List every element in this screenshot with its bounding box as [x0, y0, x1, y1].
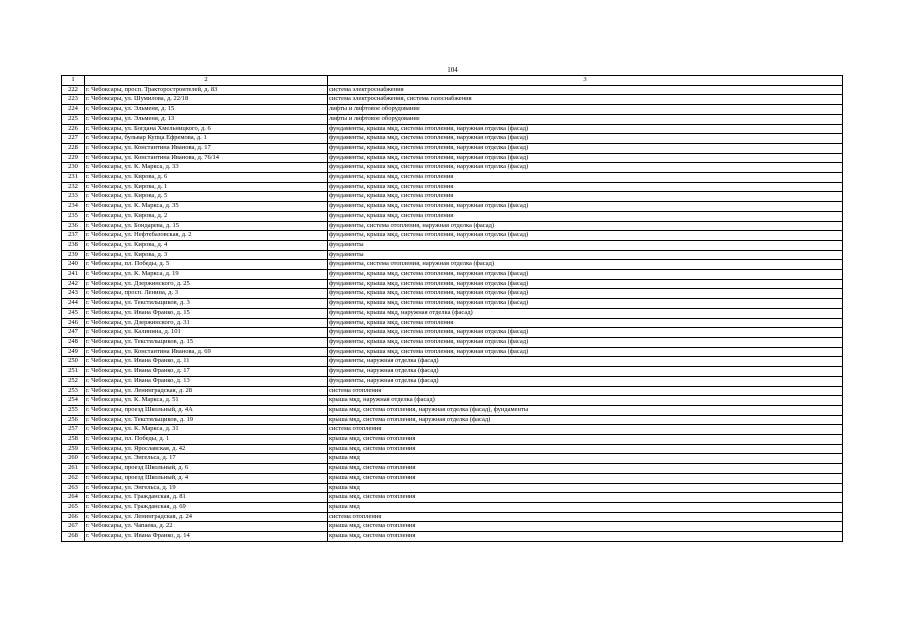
address-cell: г. Чебоксары, ул. Ленинградская, д. 28 [85, 386, 328, 396]
table-row [62, 173, 843, 183]
row-number: 228 [62, 143, 85, 153]
works-cell: фундаменты, крыша мкд, система отопления, наружная отделка (фасад) [328, 202, 843, 212]
row-number: 237 [62, 231, 85, 241]
works-cell: крыша мкд [328, 502, 843, 512]
row-number: 222 [62, 85, 85, 95]
table-row [62, 231, 843, 241]
address-cell: г. Чебоксары, ул. Чапаева, д. 22 [85, 522, 328, 532]
table-body [62, 76, 843, 542]
address-cell: г. Чебоксары, ул. Калинина, д. 101 [85, 328, 328, 338]
works-cell: фундаменты, крыша мкд, система отопления, наружная отделка (фасад) [328, 231, 843, 241]
address-cell: г. Чебоксары, ул. Текстильщиков, д. 3 [85, 299, 328, 309]
table-row [62, 454, 843, 464]
address-cell: г. Чебоксары, ул. Текстильщиков, д. 15 [85, 337, 328, 347]
address-cell: г. Чебоксары, пл. Победы, д. 1 [85, 435, 328, 445]
row-number: 241 [62, 270, 85, 280]
table-row [62, 114, 843, 124]
works-cell: фундаменты, крыша мкд, система отопления [328, 182, 843, 192]
row-number: 227 [62, 134, 85, 144]
row-number: 262 [62, 473, 85, 483]
address-cell: г. Чебоксары, ул. Константина Иванова, д. 69 [85, 347, 328, 357]
works-cell: крыша мкд, система отопления [328, 435, 843, 445]
address-cell: г. Чебоксары, ул. Гражданская, д. 69 [85, 502, 328, 512]
works-cell: фундаменты, крыша мкд, система отопления [328, 173, 843, 183]
table-row [62, 308, 843, 318]
row-number: 245 [62, 308, 85, 318]
works-cell: крыша мкд, система отопления [328, 464, 843, 474]
row-number: 235 [62, 211, 85, 221]
table-row [62, 444, 843, 454]
works-cell: фундаменты, крыша мкд, система отопления, наружная отделка (фасад) [328, 270, 843, 280]
table-row [62, 532, 843, 542]
row-number: 267 [62, 522, 85, 532]
works-cell: система отопления [328, 425, 843, 435]
row-number: 242 [62, 279, 85, 289]
works-cell: фундаменты [328, 240, 843, 250]
row-number: 254 [62, 396, 85, 406]
table-row [62, 270, 843, 280]
address-cell: г. Чебоксары, ул. К. Маркса, д. 35 [85, 202, 328, 212]
row-number: 257 [62, 425, 85, 435]
address-cell: г. Чебоксары, ул. Ивана Франко, д. 13 [85, 376, 328, 386]
page-number: 104 [447, 66, 458, 74]
address-cell: г. Чебоксары, ул. Ярославская, д. 42 [85, 444, 328, 454]
works-cell: крыша мкд, система отопления, наружная отделка (фасад), фундаменты [328, 405, 843, 415]
row-number: 243 [62, 289, 85, 299]
row-number: 263 [62, 483, 85, 493]
works-cell: фундаменты, наружная отделка (фасад) [328, 357, 843, 367]
row-number: 253 [62, 386, 85, 396]
works-cell: фундаменты, крыша мкд, система отопления, наружная отделка (фасад) [328, 143, 843, 153]
table-row [62, 260, 843, 270]
works-cell: фундаменты, наружная отделка (фасад) [328, 376, 843, 386]
works-cell: фундаменты, крыша мкд, система отопления, наружная отделка (фасад) [328, 153, 843, 163]
table-row [62, 124, 843, 134]
address-cell: г. Чебоксары, ул. Кирова, д. 4 [85, 240, 328, 250]
table-row [62, 405, 843, 415]
address-cell: г. Чебоксары, ул. Бондарева, д. 15 [85, 221, 328, 231]
row-number: 244 [62, 299, 85, 309]
address-cell: г. Чебоксары, проезд Школьный, д. 4А [85, 405, 328, 415]
address-cell: г. Чебоксары, ул. Эльменя, д. 15 [85, 105, 328, 115]
row-number: 246 [62, 318, 85, 328]
table-row [62, 240, 843, 250]
table-row [62, 415, 843, 425]
row-number: 255 [62, 405, 85, 415]
table-row [62, 192, 843, 202]
table-row [62, 299, 843, 309]
works-cell: фундаменты, крыша мкд, система отопления, наружная отделка (фасад) [328, 289, 843, 299]
address-cell: г. Чебоксары, просп. Тракторостроителей, д. 83 [85, 85, 328, 95]
works-cell: лифты и лифтовое оборудование [328, 114, 843, 124]
address-cell: г. Чебоксары, ул. Кирова, д. 6 [85, 173, 328, 183]
row-number: 232 [62, 182, 85, 192]
works-cell: фундаменты, система отопления, наружная отделка (фасад) [328, 221, 843, 231]
address-cell: г. Чебоксары, проезд Школьный, д. 6 [85, 464, 328, 474]
address-cell: г. Чебоксары, ул. Кирова, д. 2 [85, 211, 328, 221]
row-number: 234 [62, 202, 85, 212]
row-number: 250 [62, 357, 85, 367]
works-cell: система отопления [328, 512, 843, 522]
address-cell: г. Чебоксары, ул. Кирова, д. 3 [85, 250, 328, 260]
works-cell: фундаменты, крыша мкд, наружная отделка (фасад) [328, 308, 843, 318]
works-cell: крыша мкд [328, 454, 843, 464]
works-cell: фундаменты, система отопления, наружная отделка (фасад) [328, 260, 843, 270]
row-number: 247 [62, 328, 85, 338]
table-row [62, 163, 843, 173]
address-cell: г. Чебоксары, ул. К. Маркса, д. 19 [85, 270, 328, 280]
address-cell: г. Чебоксары, ул. Кирова, д. 1 [85, 182, 328, 192]
column-number: 2 [85, 76, 328, 86]
table-row [62, 396, 843, 406]
table-row [62, 502, 843, 512]
table-row [62, 153, 843, 163]
address-cell: г. Чебоксары, ул. Константина Иванова, д. 76/14 [85, 153, 328, 163]
works-cell: фундаменты [328, 250, 843, 260]
row-number: 248 [62, 337, 85, 347]
table-row [62, 512, 843, 522]
row-number: 251 [62, 367, 85, 377]
row-number: 260 [62, 454, 85, 464]
row-number: 258 [62, 435, 85, 445]
row-number: 252 [62, 376, 85, 386]
row-number: 225 [62, 114, 85, 124]
works-cell: фундаменты, крыша мкд, система отопления [328, 211, 843, 221]
row-number: 238 [62, 240, 85, 250]
address-cell: г. Чебоксары, ул. Гражданская, д. 81 [85, 493, 328, 503]
address-cell: г. Чебоксары, ул. Шумилова, д. 22/18 [85, 95, 328, 105]
table-row [62, 105, 843, 115]
table-row [62, 473, 843, 483]
address-cell: г. Чебоксары, ул. Нефтебазовская, д. 2 [85, 231, 328, 241]
address-cell: г. Чебоксары, ул. Кирова, д. 5 [85, 192, 328, 202]
table-row [62, 386, 843, 396]
address-cell: г. Чебоксары, ул. Ивана Франко, д. 15 [85, 308, 328, 318]
address-cell: г. Чебоксары, ул. Ивана Франко, д. 11 [85, 357, 328, 367]
works-cell: фундаменты, крыша мкд, система отопления [328, 192, 843, 202]
address-cell: г. Чебоксары, ул. Ивана Франко, д. 17 [85, 367, 328, 377]
works-cell: крыша мкд, система отопления [328, 444, 843, 454]
address-cell: г. Чебоксары, ул. Энгельса, д. 17 [85, 454, 328, 464]
works-cell: фундаменты, крыша мкд, система отопления, наружная отделка (фасад) [328, 337, 843, 347]
column-number: 1 [62, 76, 85, 86]
address-cell: г. Чебоксары, ул. Дзержинского, д. 25 [85, 279, 328, 289]
row-number: 239 [62, 250, 85, 260]
row-number: 268 [62, 532, 85, 542]
table-row [62, 279, 843, 289]
address-cell: г. Чебоксары, просп. Ленина, д. 3 [85, 289, 328, 299]
row-number: 256 [62, 415, 85, 425]
column-number: 3 [328, 76, 843, 86]
address-cell: г. Чебоксары, ул. Текстильщиков, д. 19 [85, 415, 328, 425]
works-cell: крыша мкд [328, 483, 843, 493]
works-cell: система электроснабжения [328, 85, 843, 95]
address-cell: г. Чебоксары, ул. Богдана Хмельницкого, д. 6 [85, 124, 328, 134]
works-cell: крыша мкд, система отопления, наружная отделка (фасад) [328, 415, 843, 425]
table-row [62, 328, 843, 338]
address-cell: г. Чебоксары, ул. Ленинградская, д. 24 [85, 512, 328, 522]
table-row [62, 134, 843, 144]
table-row [62, 435, 843, 445]
table-row [62, 143, 843, 153]
works-cell: фундаменты, крыша мкд, система отопления, наружная отделка (фасад) [328, 124, 843, 134]
row-number: 224 [62, 105, 85, 115]
table-row [62, 211, 843, 221]
table-row [62, 376, 843, 386]
address-cell: г. Чебоксары, ул. К. Маркса, д. 33 [85, 163, 328, 173]
address-cell: г. Чебоксары, ул. К. Маркса, д. 31 [85, 425, 328, 435]
table-row [62, 250, 843, 260]
row-number: 226 [62, 124, 85, 134]
works-cell: крыша мкд, система отопления [328, 522, 843, 532]
table-row [62, 347, 843, 357]
table-row [62, 202, 843, 212]
row-number: 229 [62, 153, 85, 163]
works-cell: фундаменты, крыша мкд, система отопления, наружная отделка (фасад) [328, 163, 843, 173]
table-row [62, 493, 843, 503]
table-row [62, 318, 843, 328]
works-cell: крыша мкд, система отопления [328, 473, 843, 483]
table-row [62, 357, 843, 367]
works-cell: фундаменты, крыша мкд, система отопления, наружная отделка (фасад) [328, 347, 843, 357]
works-cell: фундаменты, крыша мкд, система отопления, наружная отделка (фасад) [328, 134, 843, 144]
works-cell: фундаменты, крыша мкд, система отопления, наружная отделка (фасад) [328, 328, 843, 338]
table-row [62, 337, 843, 347]
row-number: 240 [62, 260, 85, 270]
row-number: 261 [62, 464, 85, 474]
register-table [61, 75, 843, 542]
table-row [62, 483, 843, 493]
works-cell: лифты и лифтовое оборудование [328, 105, 843, 115]
works-cell: крыша мкд, система отопления [328, 532, 843, 542]
address-cell: г. Чебоксары, ул. К. Маркса, д. 51 [85, 396, 328, 406]
row-number: 249 [62, 347, 85, 357]
address-cell: г. Чебоксары, ул. Дзержинского, д. 31 [85, 318, 328, 328]
row-number: 233 [62, 192, 85, 202]
works-cell: система электроснабжения, система газоснабжения [328, 95, 843, 105]
works-cell: фундаменты, наружная отделка (фасад) [328, 367, 843, 377]
row-number: 264 [62, 493, 85, 503]
address-cell: г. Чебоксары, ул. Ивана Франко, д. 14 [85, 532, 328, 542]
table-row [62, 425, 843, 435]
works-cell: фундаменты, крыша мкд, система отопления, наружная отделка (фасад) [328, 279, 843, 289]
address-cell: г. Чебоксары, ул. Эльменя, д. 13 [85, 114, 328, 124]
row-number: 259 [62, 444, 85, 454]
table-row [62, 367, 843, 377]
works-cell: фундаменты, крыша мкд, система отопления [328, 318, 843, 328]
address-cell: г. Чебоксары, ул. Энгельса, д. 19 [85, 483, 328, 493]
row-number: 230 [62, 163, 85, 173]
column-number-row [62, 76, 843, 86]
works-cell: крыша мкд, система отопления [328, 493, 843, 503]
table-row [62, 289, 843, 299]
row-number: 266 [62, 512, 85, 522]
table-row [62, 464, 843, 474]
address-cell: г. Чебоксары, проезд Школьный, д. 4 [85, 473, 328, 483]
address-cell: г. Чебоксары, бульвар Купца Ефремова, д. 1 [85, 134, 328, 144]
table-row [62, 182, 843, 192]
works-cell: система отопления [328, 386, 843, 396]
address-cell: г. Чебоксары, пл. Победы, д. 5 [85, 260, 328, 270]
address-cell: г. Чебоксары, ул. Константина Иванова, д. 17 [85, 143, 328, 153]
table-row [62, 95, 843, 105]
row-number: 223 [62, 95, 85, 105]
table-row [62, 522, 843, 532]
row-number: 265 [62, 502, 85, 512]
works-cell: крыша мкд, наружная отделка (фасад) [328, 396, 843, 406]
works-cell: фундаменты, крыша мкд, система отопления, наружная отделка (фасад) [328, 299, 843, 309]
row-number: 236 [62, 221, 85, 231]
table-row [62, 221, 843, 231]
row-number: 231 [62, 173, 85, 183]
table-row [62, 85, 843, 95]
